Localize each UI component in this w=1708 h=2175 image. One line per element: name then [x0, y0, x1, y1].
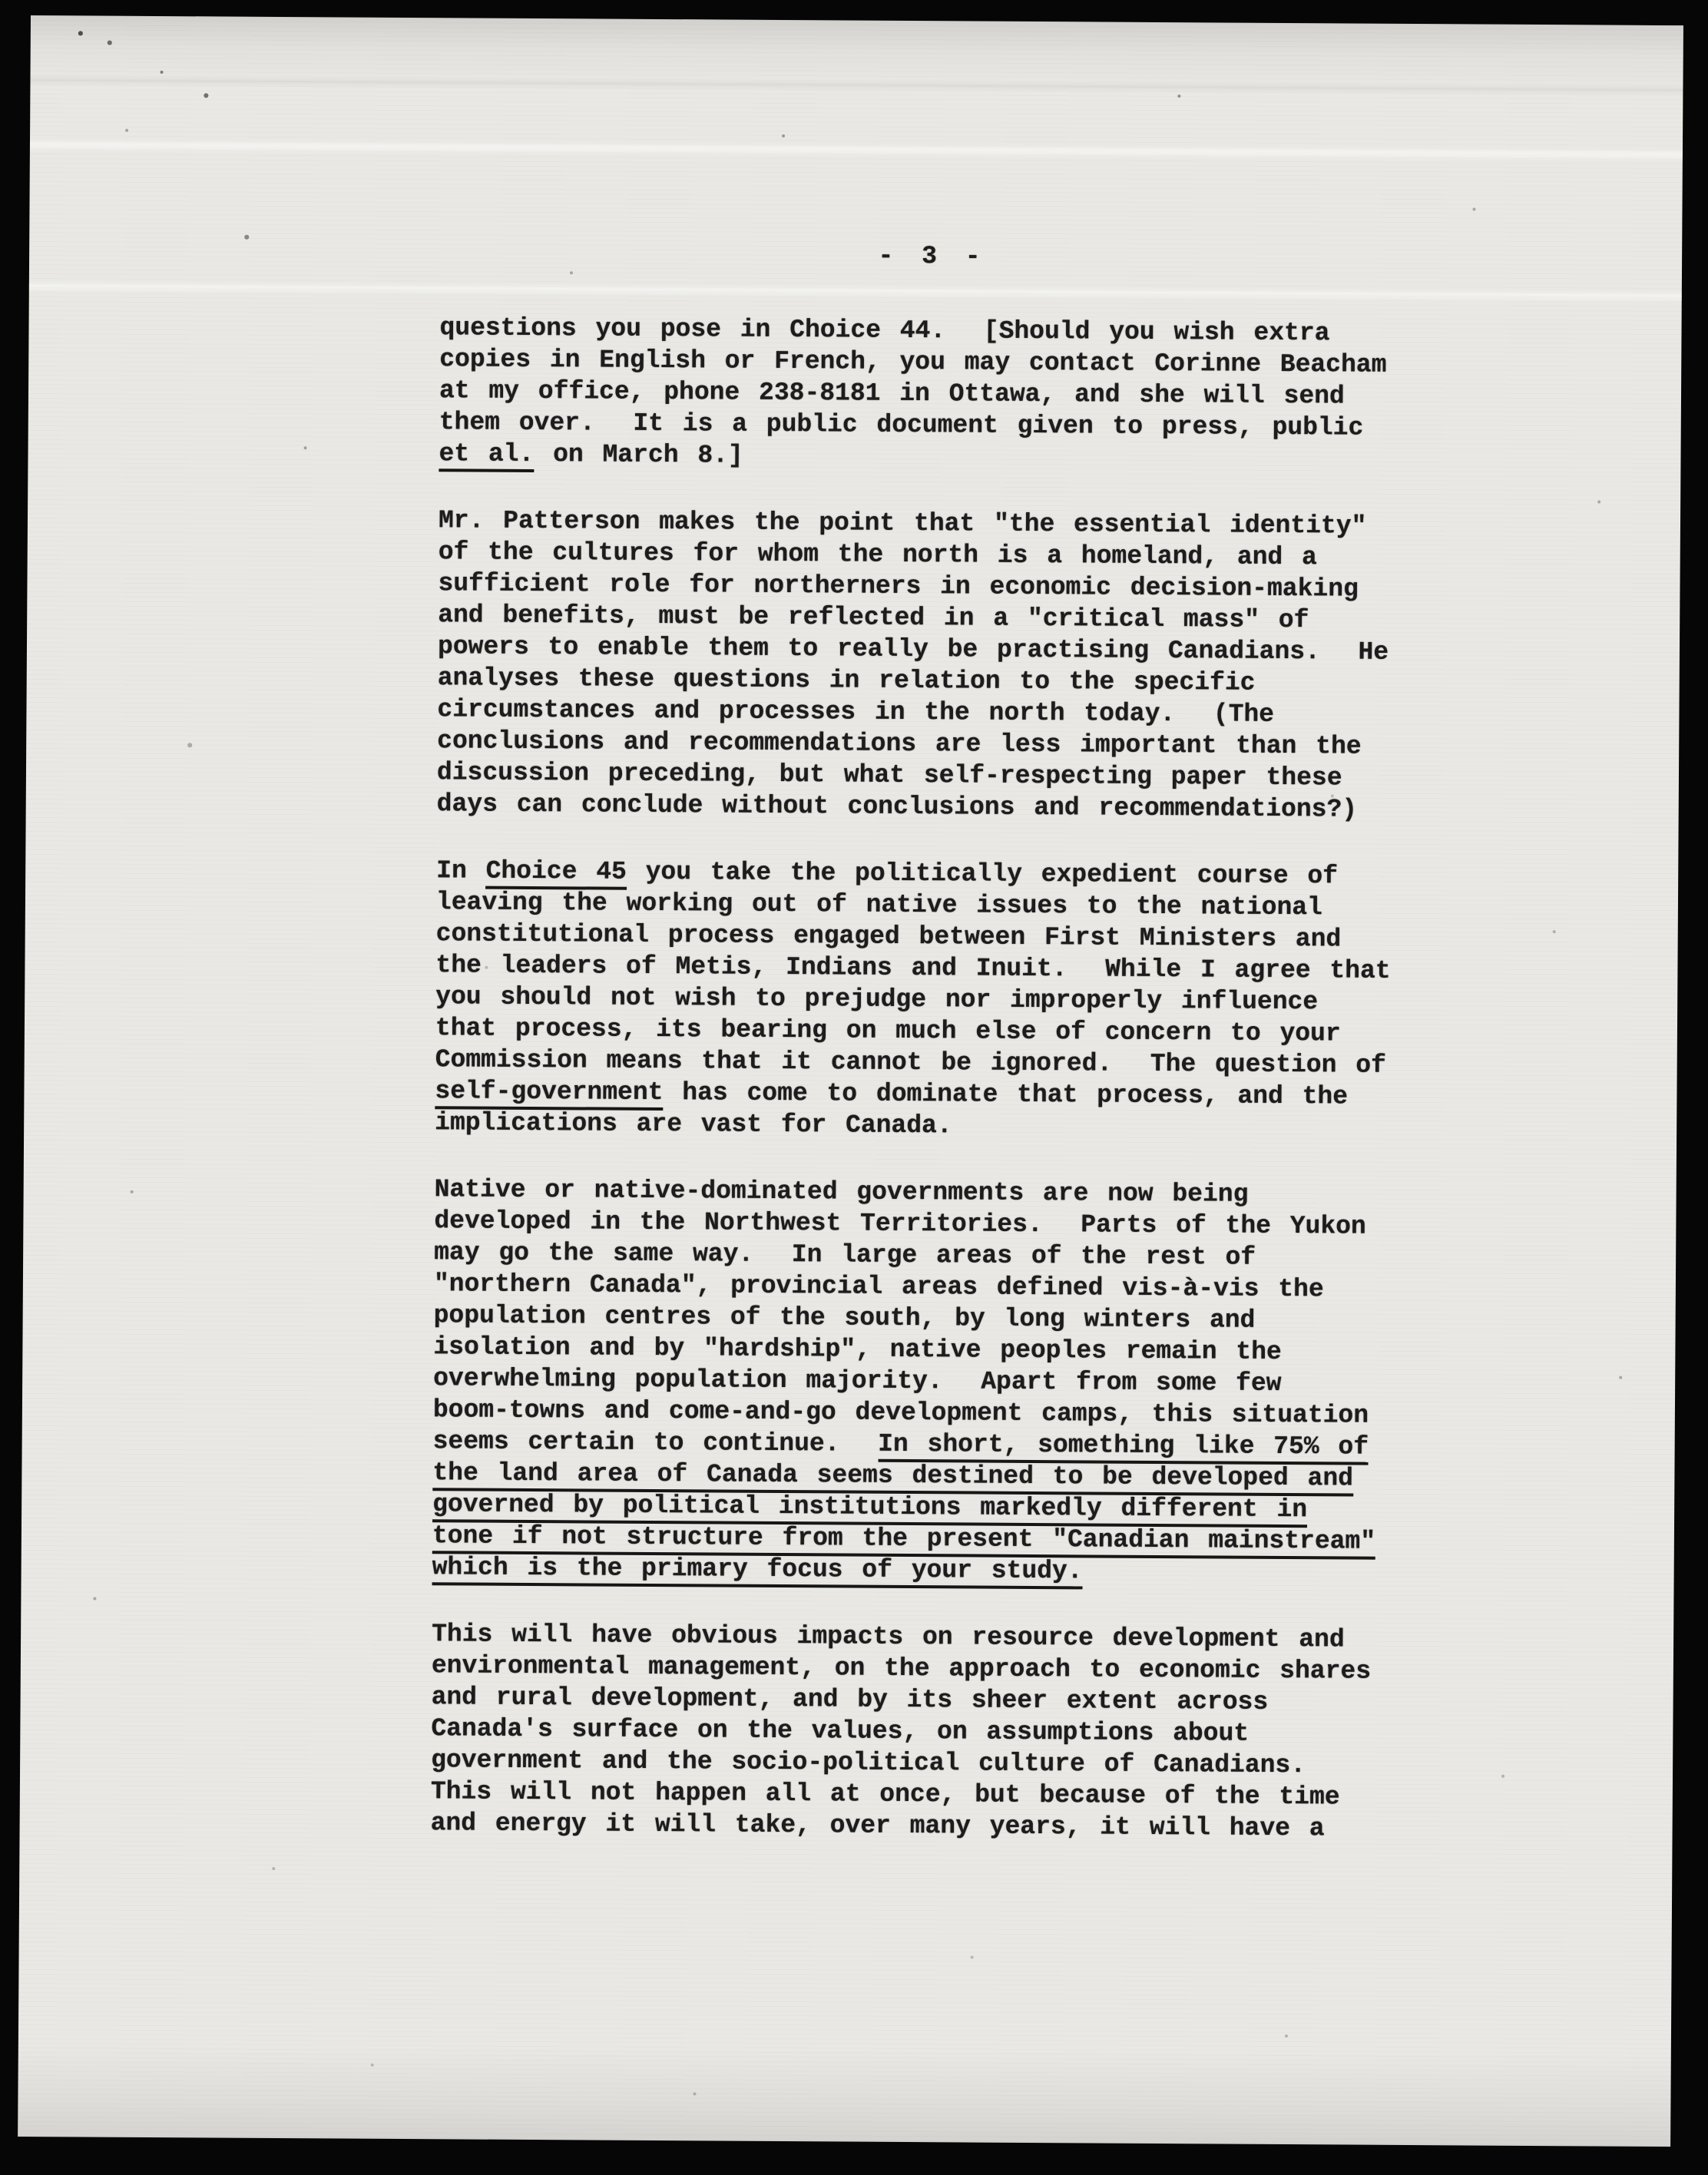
text-segment: boom-towns and come-and-go development camps, this situation: [432, 1395, 1369, 1430]
paragraph: [431, 1618, 1415, 1845]
underlined-text: Choice 45: [485, 857, 626, 890]
paragraph: [435, 855, 1419, 1144]
underlined-text: et al.: [439, 439, 534, 472]
text-line: [439, 438, 1422, 475]
text-segment: discussion preceding, but what self-respecting paper these: [436, 758, 1342, 793]
text-line: [435, 1107, 1418, 1144]
paragraph: [432, 1174, 1418, 1589]
text-segment: has come to dominate that process, and the: [663, 1078, 1349, 1111]
underlined-text: which is the primary focus of your study.: [432, 1553, 1083, 1589]
text-segment: on March 8.]: [534, 440, 743, 470]
text-segment: Canada's surface on the values, on assumptions about: [431, 1714, 1250, 1748]
text-segment: constitutional process engaged between First Ministers and: [435, 919, 1342, 954]
text-segment: developed in the Northwest Territories. Parts of the Yukon: [434, 1207, 1366, 1241]
underlined-text: self-government: [435, 1077, 663, 1111]
underlined-text: the land area of Canada seems destined to be developed and: [432, 1458, 1353, 1496]
text-segment: environmental management, on the approach to economic shares: [431, 1651, 1372, 1686]
text-segment: Commission means that it cannot be ignored. The question of: [435, 1045, 1386, 1080]
document-content: [430, 237, 1423, 1880]
text-line: [437, 788, 1420, 826]
text-segment: implications are vast for Canada.: [435, 1108, 952, 1140]
text-segment: In: [436, 856, 486, 886]
paper-speckles: [31, 15, 32, 17]
text-segment: may go the same way. In large areas of the rest of: [434, 1238, 1256, 1272]
text-segment: "northern Canada", provincial areas defined vis-à-vis the: [433, 1270, 1324, 1304]
text-segment: seems certain to continue.: [432, 1427, 879, 1458]
text-segment: days can conclude without conclusions and recommendations?): [436, 790, 1358, 824]
text-segment: overwhelming population majority. Apart from some few: [433, 1364, 1282, 1398]
text-segment: them over. It is a public document given to press, public: [439, 408, 1364, 442]
text-segment: This will not happen all at once, but because of the time: [430, 1777, 1340, 1812]
text-segment: the leaders of Metis, Indians and Inuit. While I agree that: [435, 951, 1391, 985]
paragraph: [437, 505, 1422, 826]
document-body: [431, 312, 1423, 1845]
text-segment: circumstances and processes in the north today. (The: [437, 695, 1275, 729]
text-segment: government and the socio-political culture of Canadians.: [431, 1746, 1306, 1780]
text-segment: questions you pose in Choice 44. [Should you wish extra: [439, 313, 1330, 348]
text-segment: isolation and by "hardship", native peoples remain the: [433, 1332, 1282, 1366]
text-segment: and benefits, must be reflected in a "critical mass" of: [438, 601, 1309, 635]
text-segment: powers to enable them to really be practising Canadians. He: [437, 632, 1389, 667]
text-segment: Native or native-dominated governments are now being: [434, 1175, 1249, 1209]
page-number: - 3 -: [878, 241, 985, 271]
text-segment: sufficient role for northerners in economic decision-making: [438, 569, 1359, 604]
text-segment: This will have obvious impacts on resource development and: [432, 1620, 1345, 1654]
text-segment: and energy it will take, over many years, it will have a: [430, 1809, 1325, 1843]
text-segment: conclusions and recommendations are less important than the: [437, 727, 1362, 761]
text-segment: copies in English or French, you may contact Corinne Beacham: [439, 345, 1387, 379]
text-segment: at my office, phone 238-8181 in Ottawa, and she will send: [439, 376, 1345, 411]
text-segment: Mr. Patterson makes the point that "the essential identity": [438, 506, 1367, 541]
text-segment: leaving the working out of native issues to the national: [435, 888, 1323, 922]
underlined-text: In short, something like 75% of: [878, 1430, 1369, 1465]
text-segment: analyses these questions in relation to the specific: [437, 664, 1256, 697]
text-line: [431, 1807, 1414, 1845]
text-segment: that process, its bearing on much else of concern to your: [435, 1014, 1341, 1048]
text-segment: you should not wish to prejudge nor improperly influence: [435, 982, 1319, 1017]
text-segment: you take the politically expedient course of: [626, 857, 1339, 891]
paragraph: [439, 312, 1422, 475]
underlined-text: governed by political institutions markedly different in: [432, 1490, 1307, 1528]
text-segment: of the cultures for whom the north is a homeland, and a: [438, 538, 1318, 572]
text-segment: and rural development, and by its sheer extent across: [431, 1683, 1269, 1716]
underlined-text: tone if not structure from the present "Canadian mainstream": [432, 1521, 1375, 1560]
paper-page: [18, 15, 1683, 2147]
text-segment: population centres of the south, by long winters and: [433, 1301, 1256, 1335]
